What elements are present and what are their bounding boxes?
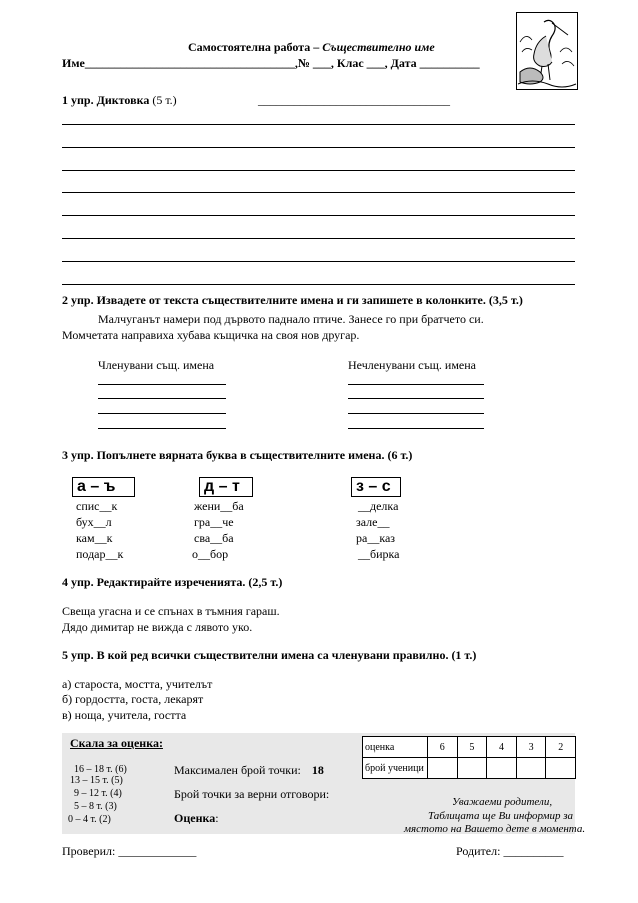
ex2-text-line: Момчетата направиха хубава къщичка на своя нов другар. (62, 328, 360, 342)
parents-note-line: Таблицата ще Ви информир за (428, 810, 574, 822)
grade-cell: 2 (546, 737, 576, 758)
letter-pair-d-t: д – т (199, 477, 253, 497)
students-count-cell[interactable] (516, 758, 546, 779)
dictation-line[interactable] (62, 170, 575, 171)
max-points-value: 18 (311, 763, 324, 777)
students-count-cell[interactable] (428, 758, 458, 779)
grade-colon: : (215, 811, 219, 825)
fill-word[interactable]: сва__ба (194, 531, 234, 545)
letter-pair-a-yer: а – ъ (72, 477, 135, 497)
scale-row: 5 – 8 т. (3) (74, 801, 117, 812)
student-info-line: Име___________________________________,№ ___, Клас ___, Дата __________ (62, 56, 480, 70)
fill-word[interactable]: бух__л (76, 515, 112, 529)
ex4-sentence: Свеща угасна и се спънах в тъмния гараш. (62, 604, 280, 618)
indefinite-noun-blank[interactable] (348, 384, 484, 385)
col-indefinite-header: Нечленувани същ. имена (348, 358, 477, 372)
students-count-cell[interactable] (487, 758, 517, 779)
ex5-option[interactable]: в) ноща, учитела, гостта (62, 708, 187, 722)
fill-word[interactable]: зале__ (356, 515, 390, 529)
earned-points-label: Брой точки за верни отговори: (174, 787, 330, 801)
grade-row-label: оценка (363, 737, 428, 758)
parents-note-line: мястото на Вашето дете в момента. (404, 823, 586, 835)
grade-cell: 4 (487, 737, 517, 758)
title-text: Самостоятелна работа – (188, 40, 323, 54)
checked-by: Проверил: _____________ (62, 844, 197, 858)
max-points (174, 763, 324, 778)
ex2-text-line: Малчуганът намери под дървото паднало птиче. Занесе го при братчето си. (98, 312, 484, 326)
title-topic: Съществително име (322, 40, 435, 54)
ex5-option[interactable]: б) гордостта, госта, лекарят (62, 692, 204, 706)
dictation-line[interactable] (62, 147, 575, 148)
fill-word[interactable]: о__бор (192, 547, 229, 561)
grade-field (174, 811, 219, 826)
scale-row: 13 – 15 т. (5) (70, 775, 123, 786)
ex5-heading: 5 упр. В кой ред всички съществителни имена са членувани правилно. (1 т.) (62, 648, 477, 662)
ex5-option[interactable]: а) староста, мостта, учителът (62, 677, 213, 691)
students-count-cell[interactable] (546, 758, 576, 779)
parents-note-line: Уважаеми родители, (452, 796, 553, 808)
indefinite-noun-blank[interactable] (348, 413, 484, 414)
indefinite-noun-blank[interactable] (348, 398, 484, 399)
dictation-line[interactable] (62, 284, 575, 285)
indefinite-noun-blank[interactable] (348, 428, 484, 429)
dictation-line[interactable] (62, 215, 575, 216)
fill-word[interactable]: __делка (358, 499, 399, 513)
ex1-title: 1 упр. Диктовка (62, 93, 150, 107)
fill-word[interactable]: ра__каз (356, 531, 396, 545)
fill-word[interactable]: спис__к (76, 499, 118, 513)
stork-fox-illustration (516, 12, 578, 90)
grade-label: Оценка (174, 811, 216, 825)
grade-cell: 6 (428, 737, 458, 758)
definite-noun-blank[interactable] (98, 428, 226, 429)
scale-row: 0 – 4 т. (2) (68, 814, 111, 825)
definite-noun-blank[interactable] (98, 384, 226, 385)
ex3-heading: 3 упр. Попълнете вярната буква в съществителните имена. (6 т.) (62, 448, 413, 462)
col-definite-header: Членувани същ. имена (98, 358, 215, 372)
ex4-heading: 4 упр. Редактирайте изреченията. (2,5 т.) (62, 575, 283, 589)
ex4-sentence: Дядо димитар не вижда с лявото уко. (62, 620, 253, 634)
ex1-points: (5 т.) (152, 93, 177, 107)
grade-cell: 5 (457, 737, 487, 758)
grade-cell: 3 (516, 737, 546, 758)
definite-noun-blank[interactable] (98, 413, 226, 414)
scale-title: Скала за оценка: (70, 736, 163, 750)
max-points-label: Максимален брой точки: (174, 763, 301, 777)
definite-noun-blank[interactable] (98, 398, 226, 399)
fill-word[interactable]: __бирка (358, 547, 400, 561)
ex2-heading: 2 упр. Извадете от текста съществителните имена и ги запишете в колонките. (3,5 т.) (62, 293, 523, 307)
dictation-line[interactable] (62, 124, 575, 125)
dictation-line[interactable] (62, 192, 575, 193)
letter-pair-z-s: з – с (351, 477, 401, 497)
students-count-label: брой ученици (363, 758, 428, 779)
scale-row: 16 – 18 т. (6) (74, 764, 127, 775)
dictation-line[interactable] (62, 238, 575, 239)
students-count-cell[interactable] (457, 758, 487, 779)
dictation-title-blank: ________________________________ (258, 93, 450, 107)
fill-word[interactable]: кам__к (76, 531, 113, 545)
fill-word[interactable]: жени__ба (194, 499, 244, 513)
fill-word[interactable]: подар__к (76, 547, 124, 561)
grade-distribution-table (362, 736, 576, 779)
scale-row: 9 – 12 т. (4) (74, 788, 122, 799)
ex1-heading (62, 93, 177, 108)
fill-word[interactable]: гра__че (194, 515, 234, 529)
parent-signature: Родител: __________ (456, 844, 564, 858)
page-title (188, 40, 435, 55)
dictation-line[interactable] (62, 261, 575, 262)
